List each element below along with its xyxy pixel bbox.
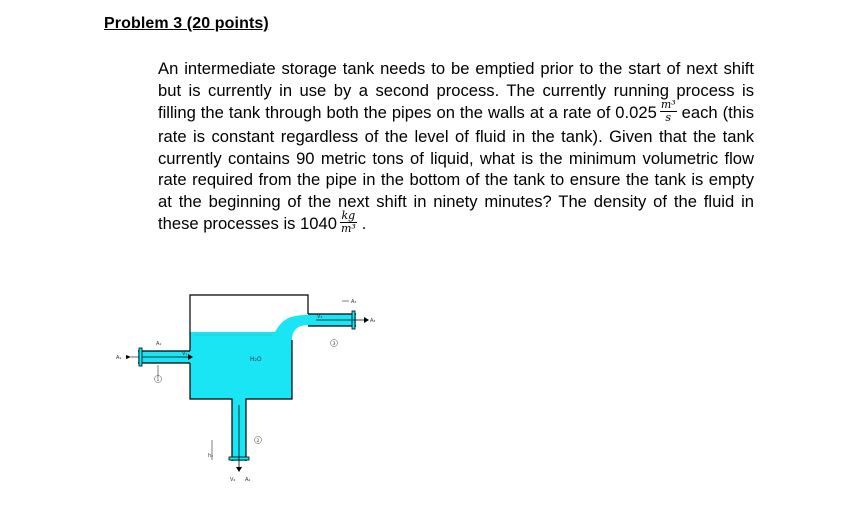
right-flow-label: A₃ <box>370 318 376 324</box>
left-flow-label: A₁ <box>116 355 122 361</box>
unit2-denominator: m³ <box>340 222 356 235</box>
problem-title: Problem 3 (20 points) <box>104 15 269 32</box>
right-velocity-label: V₃ <box>317 314 323 320</box>
section-3-number: 3 <box>332 342 336 347</box>
bottom-area-label: A₂ <box>245 477 251 483</box>
problem-text-part2: each (this rate is constant regardless of the level of fluid in the tank). Given that the tank currently contains 90 metric tons of liquid, what is the minimum volumetric flow rate required from the pipe in the bottom of the tank to ensure the tank is empty at the beginning of the next shift in ninety minutes? The density of the fluid in these processes is 1040 <box>158 102 754 233</box>
problem-text-part1: An intermediate storage tank needs to be emptied prior to the start of next shift but is currently in use by a second process. The currently running process is filling the tank through both the pipes on the walls at a rate of 0.025 <box>158 59 754 122</box>
tank-diagram <box>112 285 392 495</box>
problem-statement <box>158 58 754 237</box>
pipe-2-arrowhead <box>236 467 242 472</box>
fluid-label: H₂O <box>250 356 262 363</box>
left-area-arrowhead <box>126 355 131 359</box>
tank-fluid <box>190 315 308 461</box>
section-1-number: 1 <box>156 378 160 383</box>
left-velocity-label: V₁ <box>182 351 188 357</box>
unit-kg-per-cubic-meter <box>340 210 357 235</box>
bottom-velocity-label: V₂ <box>230 477 236 483</box>
unit2-numerator: kg <box>341 209 356 222</box>
left-area-label: A₁ <box>156 341 162 347</box>
unit-cubic-meters-per-second <box>660 99 677 124</box>
section-2-number: 2 <box>256 439 260 444</box>
pipe-3-arrowhead <box>364 317 369 323</box>
pipe-1-flange <box>139 348 142 366</box>
bottom-height-label: h₂ <box>208 453 214 459</box>
unit1-denominator: s <box>665 111 672 124</box>
unit1-numerator: m³ <box>660 98 676 111</box>
problem-text-end: . <box>361 213 367 233</box>
right-area-label: A₃ <box>351 299 357 305</box>
